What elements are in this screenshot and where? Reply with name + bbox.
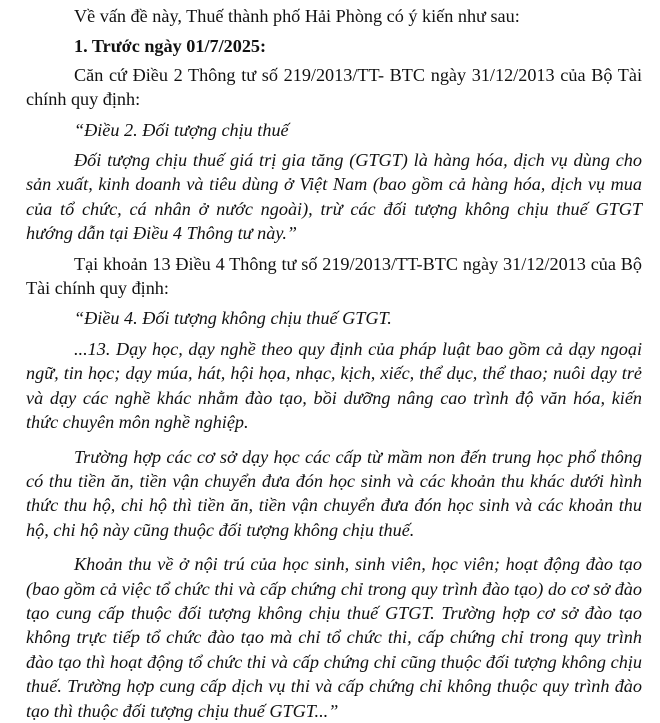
intro-paragraph: Về vấn đề này, Thuế thành phố Hải Phòng có ý kiến như sau:: [74, 6, 520, 26]
article-4-paragraph-3: Khoản thu về ở nội trú của học sinh, sinh viên, học viên; hoạt động đào tạo (bao gồm cả việc tổ chức thi và cấp chứng chỉ trong quy trình đào tạo) do cơ sở đào tạo cung cấp thuộc đối tượng không chịu thuế GTGT. Trường hợp cơ sở đào tạo không trực tiếp tổ chức đào tạo mà chỉ tổ chức thi, cấp chứng chỉ trong quy trình đào tạo thì hoạt động tổ chức thi và cấp chứng chỉ cũng thuộc đối tượng không chịu thuế. Trường hợp cung cấp dịch vụ thi và cấp chứng chỉ không thuộc quy trình đào tạo thì thuộc đối tượng chịu thuế GTGT...”: [26, 554, 642, 721]
article-4-item-13: ...13. Dạy học, dạy nghề theo quy định của pháp luật bao gồm cả dạy ngoại ngữ, tin học; dạy múa, hát, hội họa, nhạc, kịch, xiếc, thể dục, thể thao; nuôi dạy trẻ và dạy các nghề khác nhằm đào tạo, bồi dưỡng nâng cao trình độ văn hóa, kiến thức chuyên môn nghề nghiệp.: [26, 338, 642, 433]
article-2-title: “Điều 2. Đối tượng chịu thuế: [74, 119, 289, 140]
basis-paragraph-2: Tại khoản 13 Điều 4 Thông tư số 219/2013/TT-BTC ngày 31/12/2013 của Bộ Tài chính quy định:: [26, 253, 642, 299]
article-2-body: Đối tượng chịu thuế giá trị gia tăng (GTGT) là hàng hóa, dịch vụ dùng cho sản xuất, kinh doanh và tiêu dùng ở Việt Nam (bao gồm cả hàng hóa, dịch vụ mua của tổ chức, cá nhân ở nước ngoài), trừ các đối tượng không chịu thuế GTGT hướng dẫn tại Điều 4 Thông tư này.”: [26, 150, 642, 244]
basis-paragraph-1: Căn cứ Điều 2 Thông tư số 219/2013/TT- BTC ngày 31/12/2013 của Bộ Tài chính quy định:: [26, 64, 642, 110]
section-heading: 1. Trước ngày 01/7/2025:: [74, 36, 267, 57]
article-4-paragraph-2: Trường hợp các cơ sở dạy học các cấp từ mầm non đến trung học phổ thông có thu tiền ăn, tiền vận chuyển đưa đón học sinh và các khoản thu khác dưới hình thức thu hộ, chi hộ thì tiền ăn, tiền vận chuyển đưa đón học sinh và các khoản thu hộ, chi hộ này cũng thuộc đối tượng không chịu thuế.: [26, 446, 642, 540]
article-4-title: “Điều 4. Đối tượng không chịu thuế GTGT.: [74, 308, 392, 329]
